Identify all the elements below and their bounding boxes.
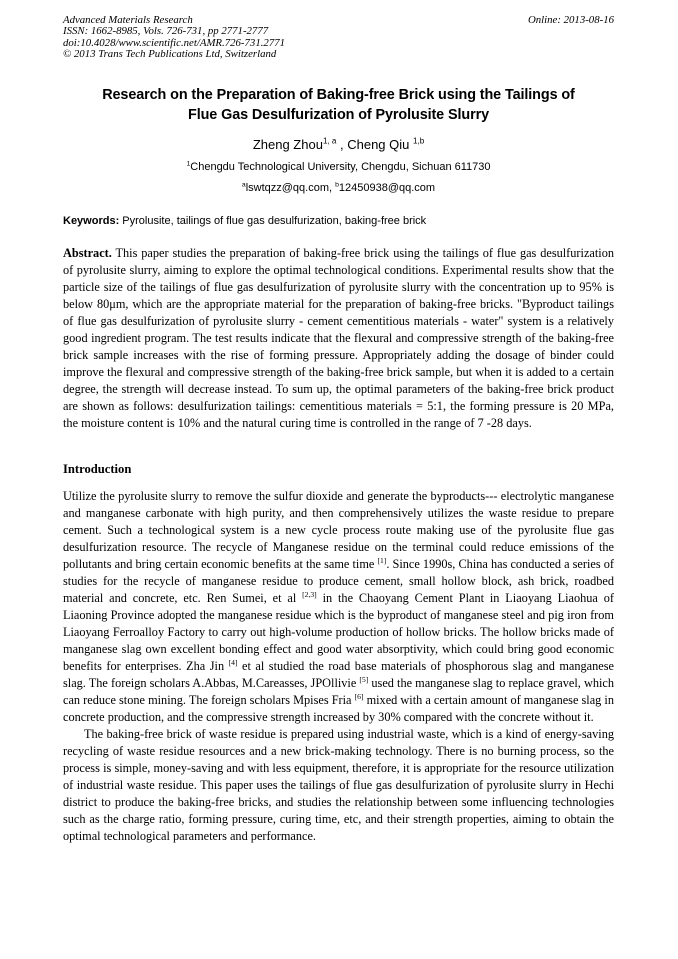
keywords-label: Keywords: [63,215,120,228]
intro-p1-segment-6: mixed with a certain amount of manganese slag in concrete production, and the compressive strength increased by 30% compared with the concrete without it. [63,693,614,725]
abstract-text: This paper studies the preparation of baking-free brick using the tailings of flue gas desulfurization of pyrolusite slurry, aiming to explore the optimal technological conditions. Experimental results show that the particle size of the tailings of flue gas desulfurization of pyrolusite slurry with the concentration up to 95% is below 80μm, which are the appropriate material for the preparation of baking-free bricks. "Byproduct tailings of flue gas desulfurization of pyrolusite slurry - cement cementitious materials - water" system is a relatively good ingredient program. The test results indicate that the flexural and compressive strength of the baking-free brick sample increases with the rise of forming pressure. Appropriately adding the dosage of binder could improve the flexural and compressive strength of the baking-free brick sample, but when it is added to a certain degree, the strength will decrease instead. To sum up, the optimal parameters of the baking-free brick product are shown as follows: desulfurization tailings: cementitious materials = 5:1, the forming pressure is 20 MPa, the moisture content is 10% and the natural curing time is controlled in the range of 7 -28 days. [63,246,614,431]
paper-title-line-2: Flue Gas Desulfurization of Pyrolusite Slurry [188,106,489,123]
journal-header [63,15,614,60]
emails-line [63,181,614,195]
affiliation-line [63,160,614,174]
authors-line [63,136,614,153]
citation-ref-5: [5] [359,675,369,685]
copyright-line: © 2013 Trans Tech Publications Ltd, Switzerland [63,47,277,60]
introduction-heading: Introduction [63,462,132,477]
intro-p1-segment-2: . Since 1990s, China has conducted a series of studies for the recycle of manganese residue to produce cement, small hollow block, ash brick, roadbed material and concrete, etc. Ren Sumei, et al [63,557,614,606]
email-a-superscript: a [241,181,246,189]
email-b-address: 12450938@qq.com [338,182,436,195]
citation-ref-4: [4] [228,658,238,668]
issn-line: ISSN: 1662-8985, Vols. 726-731, pp 2771-2777 [63,25,269,38]
authors-separator: , [336,137,348,153]
abstract-label: Abstract. [63,246,112,261]
author-2-name: Cheng Qiu [347,137,413,153]
author-1-name: Zheng Zhou [252,137,323,153]
intro-paragraph-2: The baking-free brick of waste residue is prepared using industrial waste, which is a kind of energy-saving recycling of waste residue resources and a new brick-making technology. There is no burning process, so the process is simple, money-saving and with less equipment, therefore, it is appropriate for the resource utilization of industrial waste residue. This paper uses the tailings of flue gas desulfurization of pyrolusite slurry in Hechi district to produce the baking-free bricks, and studies the relationship between some influencing technologies such as the charge ratio, forming pressure, curing time, etc, and their strength properties, aiming to obtain the optimal technological parameters and performance. [63,727,614,844]
citation-ref-2-3: [2,3] [302,590,317,600]
author-2-superscript: 1,b [412,136,425,146]
intro-p1-segment-5: used the manganese slag to replace gravel, which can reduce stone mining. The foreign scholars Mpises Fria [63,676,615,708]
keywords-line [63,214,614,228]
online-date: Online: 2013-08-16 [527,14,614,26]
journal-name: Advanced Materials Research [63,14,193,26]
intro-p1-segment-3: in the Chaoyang Cement Plant in Liaoyang Liaohua of Liaoning Province adopted the manganese residue which is the byproduct of manganese steel and pig iron from Liaoyang Ferroalloy Factory to carry out high-volume production of hollow bricks. The hollow bricks made of manganese slag own excellent bonding effect and good water absorptivity, which could bring good economic benefits for enterprises. Zha Jin [63,591,614,674]
email-b-superscript: b [335,181,339,189]
paper-title [63,86,614,125]
intro-p1-segment-4: et al studied the road base materials of phosphorous slag and manganese slag. The foreign scholars A.Abbas, M.Careasses, JPOllivie [63,659,614,691]
doi-line: doi:10.4028/www.scientific.net/AMR.726-731.2771 [63,36,286,49]
keywords-text: Pyrolusite, tailings of flue gas desulfurization, baking-free brick [119,215,427,228]
intro-p1-segment-1: Utilize the pyrolusite slurry to remove the sulfur dioxide and generate the byproducts--- electrolytic manganese and manganese carbonate with high purity, and then comprehensively utilizes the waste residue to prepare cement. Such a technological system is a new cycle process route making use of the pyrolusite flue gas desulfurization resource. The recycle of Manganese residue on the terminal could reduce emissions of the pollutants and bring certain economic benefits at the same time [63,489,614,572]
journal-info-block [63,15,285,60]
email-a-address: lswtqzz@qq.com, [245,182,336,195]
affiliation-text: Chengdu Technological University, Chengdu, Sichuan 611730 [190,161,491,174]
citation-ref-1: [1] [377,556,387,566]
affiliation-superscript: 1 [186,160,191,168]
author-1-superscript: 1, a [322,136,337,146]
intro-paragraph-1 [63,488,614,726]
paper-title-line-1: Research on the Preparation of Baking-free Brick using the Tailings of [102,87,575,104]
citation-ref-6: [6] [354,692,364,702]
abstract-paragraph [63,245,614,432]
